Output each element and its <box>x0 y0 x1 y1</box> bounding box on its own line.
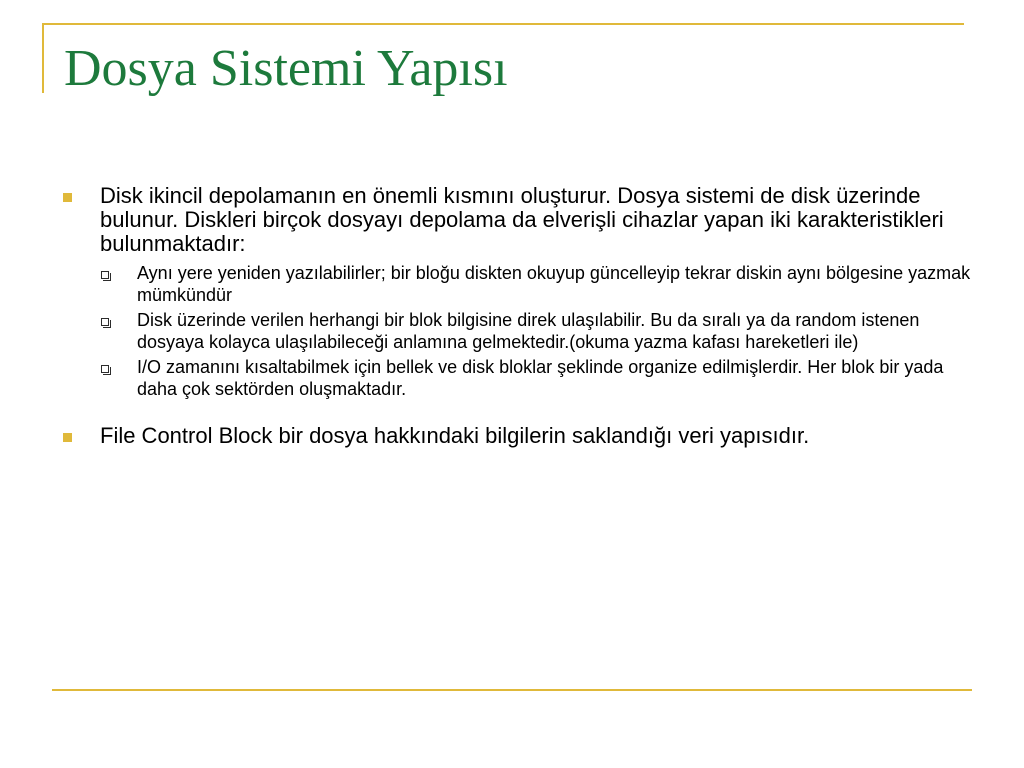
sub-bullet-text: Aynı yere yeniden yazılabilirler; bir bloğu diskten okuyup güncelleyip tekrar diskin aynı bölgesine yazmak mümkündür <box>137 263 971 305</box>
bullet-text: Disk ikincil depolamanın en önemli kısmını oluşturur. Dosya sistemi de disk üzerinde bulunur. Diskleri birçok dosyayı depolama da elverişli cihazlar yapan iki karakteristikleri bulunmaktadır: <box>100 183 944 256</box>
hollow-square-bullet-icon <box>101 365 109 373</box>
sub-bullet-text: I/O zamanını kısaltabilmek için bellek ve disk bloklar şeklinde organize edilmişlerdir. Her blok bir yada daha çok sektörden oluşmaktadır. <box>137 357 944 399</box>
bullet-text: File Control Block bir dosya hakkındaki bilgilerin saklandığı veri yapısıdır. <box>100 423 810 448</box>
slide-title: Dosya Sistemi Yapısı <box>64 40 508 97</box>
bullet-item <box>60 184 980 400</box>
square-bullet-icon <box>63 193 72 202</box>
frame-top-line <box>44 23 964 25</box>
sub-bullet-item <box>100 356 980 400</box>
sub-bullet-item <box>100 309 980 353</box>
frame-bottom-line <box>52 689 972 691</box>
bullet-item <box>60 424 980 448</box>
sub-bullet-list <box>100 262 980 400</box>
hollow-square-bullet-icon <box>101 318 109 326</box>
frame-left-line <box>42 23 44 93</box>
sub-bullet-item <box>100 262 980 306</box>
slide-body <box>60 184 980 448</box>
sub-bullet-text: Disk üzerinde verilen herhangi bir blok bilgisine direk ulaşılabilir. Bu da sıralı ya da random istenen dosyaya kolayca ulaşılabileceği anlamına gelmektedir.(okuma yazma kafası hareketleri ile) <box>137 310 920 352</box>
square-bullet-icon <box>63 433 72 442</box>
hollow-square-bullet-icon <box>101 271 109 279</box>
